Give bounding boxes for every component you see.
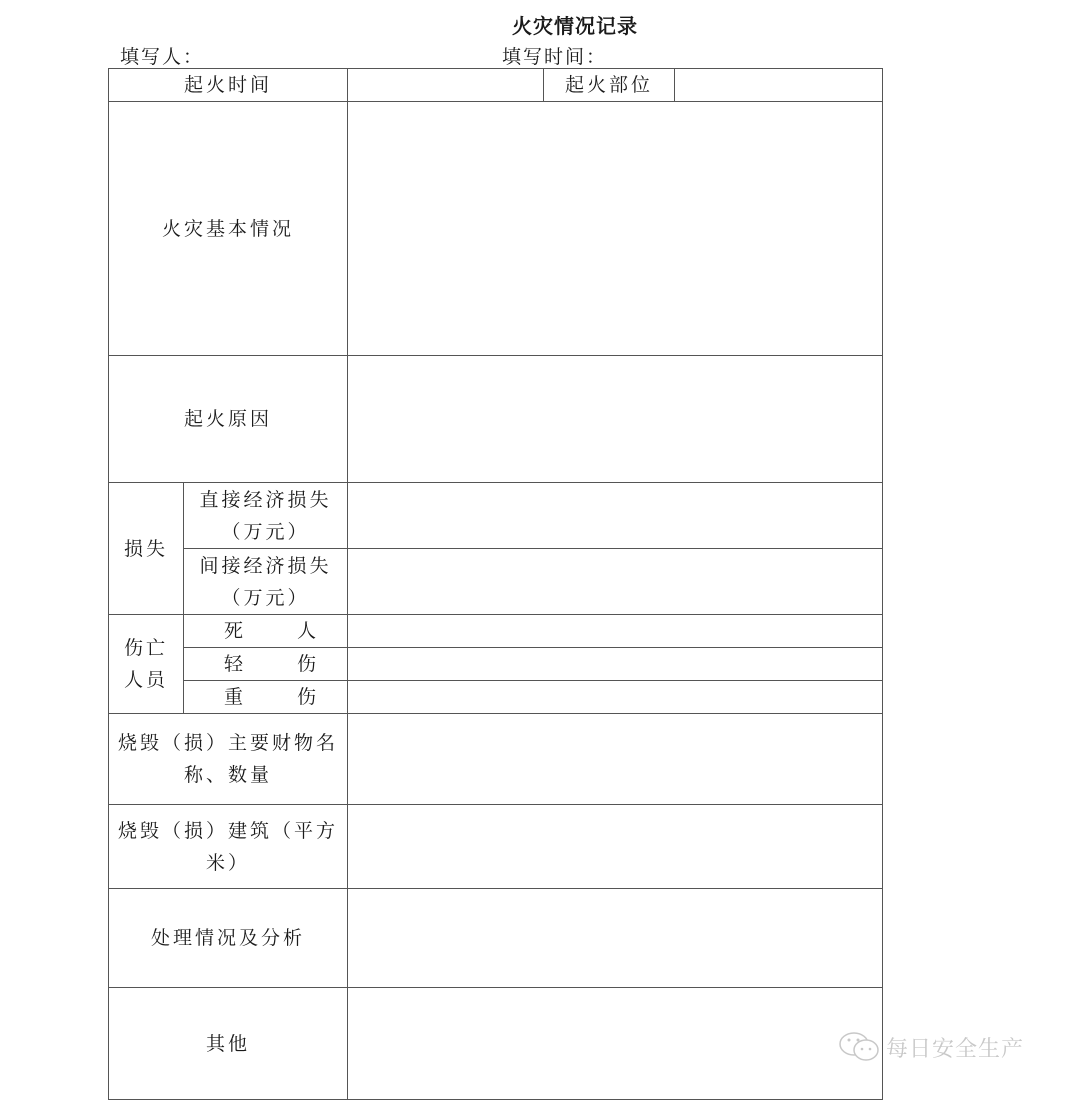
deaths-label-char1: 死 <box>224 620 247 642</box>
fire-time-label: 起火时间 <box>109 69 348 102</box>
document-title: 火灾情况记录 <box>512 14 638 38</box>
serious-injury-label <box>184 681 348 714</box>
building-field[interactable] <box>348 805 883 889</box>
property-label: 烧毁（损）主要财物名称、数量 <box>109 714 348 805</box>
watermark-text: 每日安全生产 <box>886 1036 1025 1062</box>
fire-record-form <box>108 68 883 1100</box>
indirect-loss-field[interactable] <box>348 549 883 615</box>
fill-time-label: 填写时间： <box>502 46 608 68</box>
handling-label: 处理情况及分析 <box>109 889 348 988</box>
minor-injury-char2: 伤 <box>297 653 320 675</box>
cause-label: 起火原因 <box>109 356 348 483</box>
casualties-label-line1: 伤亡 <box>123 637 168 659</box>
basic-situation-field[interactable] <box>348 102 883 356</box>
direct-loss-field[interactable] <box>348 483 883 549</box>
fire-time-field[interactable] <box>348 69 544 102</box>
handling-field[interactable] <box>348 889 883 988</box>
wechat-icon <box>838 1030 882 1064</box>
direct-loss-label: 直接经济损失（万元） <box>184 483 348 549</box>
serious-injury-char2: 伤 <box>297 686 320 708</box>
loss-label: 损失 <box>109 483 184 615</box>
basic-situation-label: 火灾基本情况 <box>109 102 348 356</box>
other-label: 其他 <box>109 988 348 1100</box>
other-field[interactable] <box>348 988 883 1100</box>
casualties-label-line2: 人员 <box>123 669 168 691</box>
fire-location-field[interactable] <box>675 69 883 102</box>
minor-injury-field[interactable] <box>348 648 883 681</box>
fire-location-label: 起火部位 <box>544 69 675 102</box>
casualties-label <box>109 615 184 714</box>
watermark <box>838 1030 1024 1064</box>
filler-label: 填写人： <box>120 46 205 68</box>
serious-injury-field[interactable] <box>348 681 883 714</box>
minor-injury-label <box>184 648 348 681</box>
building-label: 烧毁（损）建筑（平方米） <box>109 805 348 889</box>
deaths-field[interactable] <box>348 615 883 648</box>
deaths-label-char2: 人 <box>297 620 320 642</box>
property-field[interactable] <box>348 714 883 805</box>
cause-field[interactable] <box>348 356 883 483</box>
serious-injury-char1: 重 <box>224 686 247 708</box>
deaths-label <box>184 615 348 648</box>
minor-injury-char1: 轻 <box>224 653 247 675</box>
indirect-loss-label: 间接经济损失（万元） <box>184 549 348 615</box>
